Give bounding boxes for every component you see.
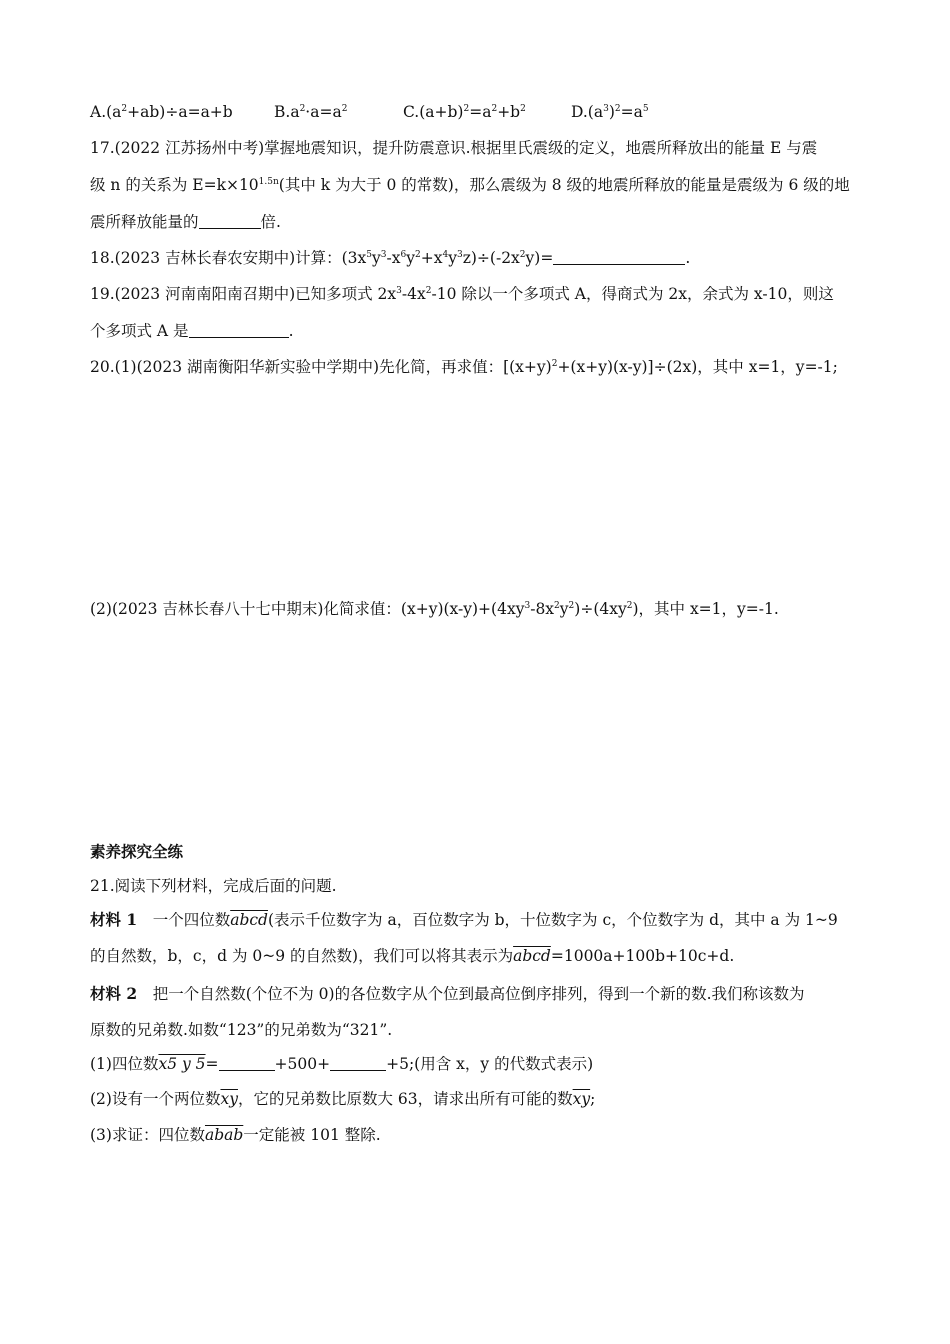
q19-answer-blank[interactable]	[189, 323, 289, 338]
q21-part-1-blank-1[interactable]	[219, 1056, 275, 1071]
q19-line-2: 个多项式 A 是 .	[90, 322, 294, 340]
q21-part-3: (3)求证：四位数abab一定能被 101 整除.	[90, 1126, 381, 1144]
q20-part-1: 20.(1)(2023 湖南衡阳华新实验中学期中)先化简，再求值：$[(x+y)^2+(x+y)(x-y)]\div(2x)$，其中 x=1，y=-1;	[90, 358, 838, 376]
q16-option-c: $C.(a+b)^2=a^2+b^2$	[403, 103, 526, 121]
q21-part-2: (2)设有一个两位数$\overline{xy}$，它的兄弟数比原数大 63，请求出所有可能的数$\overline{xy}$;	[90, 1090, 596, 1108]
q16-option-a: $A.(a^2+ab)\div a=a+b$	[90, 103, 233, 121]
q18-line: 18.(2023 吉林长春农安期中)计算：$(3x^5y^3-x^6y^2+x^4y^3z)\div(-2x^2y)=$ .	[90, 249, 691, 267]
q16-option-b: $B.a^2\cdot a=a^2$	[274, 103, 348, 121]
q17-line-1: 17.(2022 江苏扬州中考)掌握地震知识，提升防震意识.根据里氏震级的定义，地震所释放出的能量 E 与震	[90, 139, 818, 157]
q17-line-2: 级 n 的关系为 $E=k\times 10^{1.5n}$(其中 k 为大于 0 的常数)，那么震级为 8 级的地震所释放的能量是震级为 6 级的地	[90, 176, 850, 194]
q21-material-1-line-1: 材料 1 一个四位数abcd(表示千位数字为 a，百位数字为 b，十位数字为 c，个位数字为 d，其中 a 为 1~9	[90, 910, 838, 929]
q21-part-1-blank-2[interactable]	[330, 1056, 386, 1071]
q21-material-1-line-2: 的自然数，b，c，d 为 0~9 的自然数)，我们可以将其表示为abcd=1000a+100b+10c+d.	[90, 947, 735, 965]
q17-answer-blank[interactable]	[199, 214, 261, 229]
section-title: 素养探究全练	[90, 842, 184, 861]
q20-part-2: (2)(2023 吉林长春八十七中期末)化简求值：$(x+y)(x-y)+(4xy^3-8x^2y^2)\div(4xy^2)$，其中 x=1，y=-1.	[90, 600, 779, 618]
q21-intro: 21.阅读下列材料，完成后面的问题.	[90, 877, 337, 895]
q21-material-2-line-2: 原数的兄弟数.如数“123”的兄弟数为“321”.	[90, 1021, 393, 1039]
q19-line-1: 19.(2023 河南南阳南召期中)已知多项式 $2x^3-4x^2-10$ 除以一个多项式 A，得商式为 2x，余式为 x-10，则这	[90, 285, 834, 303]
q18-answer-blank[interactable]	[553, 250, 685, 265]
q17-line-3: 震所释放能量的 倍.	[90, 213, 281, 231]
q21-part-1: (1)四位数x5 y 5= +500+ +5;(用含 x，y 的代数式表示)	[90, 1055, 594, 1073]
q16-option-d: $D.(a^3)^2=a^5$	[571, 103, 649, 121]
q21-material-2-line-1: 材料 2 把一个自然数(个位不为 0)的各位数字从个位到最高位倒序排列，得到一个新的数.我们称该数为	[90, 984, 805, 1003]
